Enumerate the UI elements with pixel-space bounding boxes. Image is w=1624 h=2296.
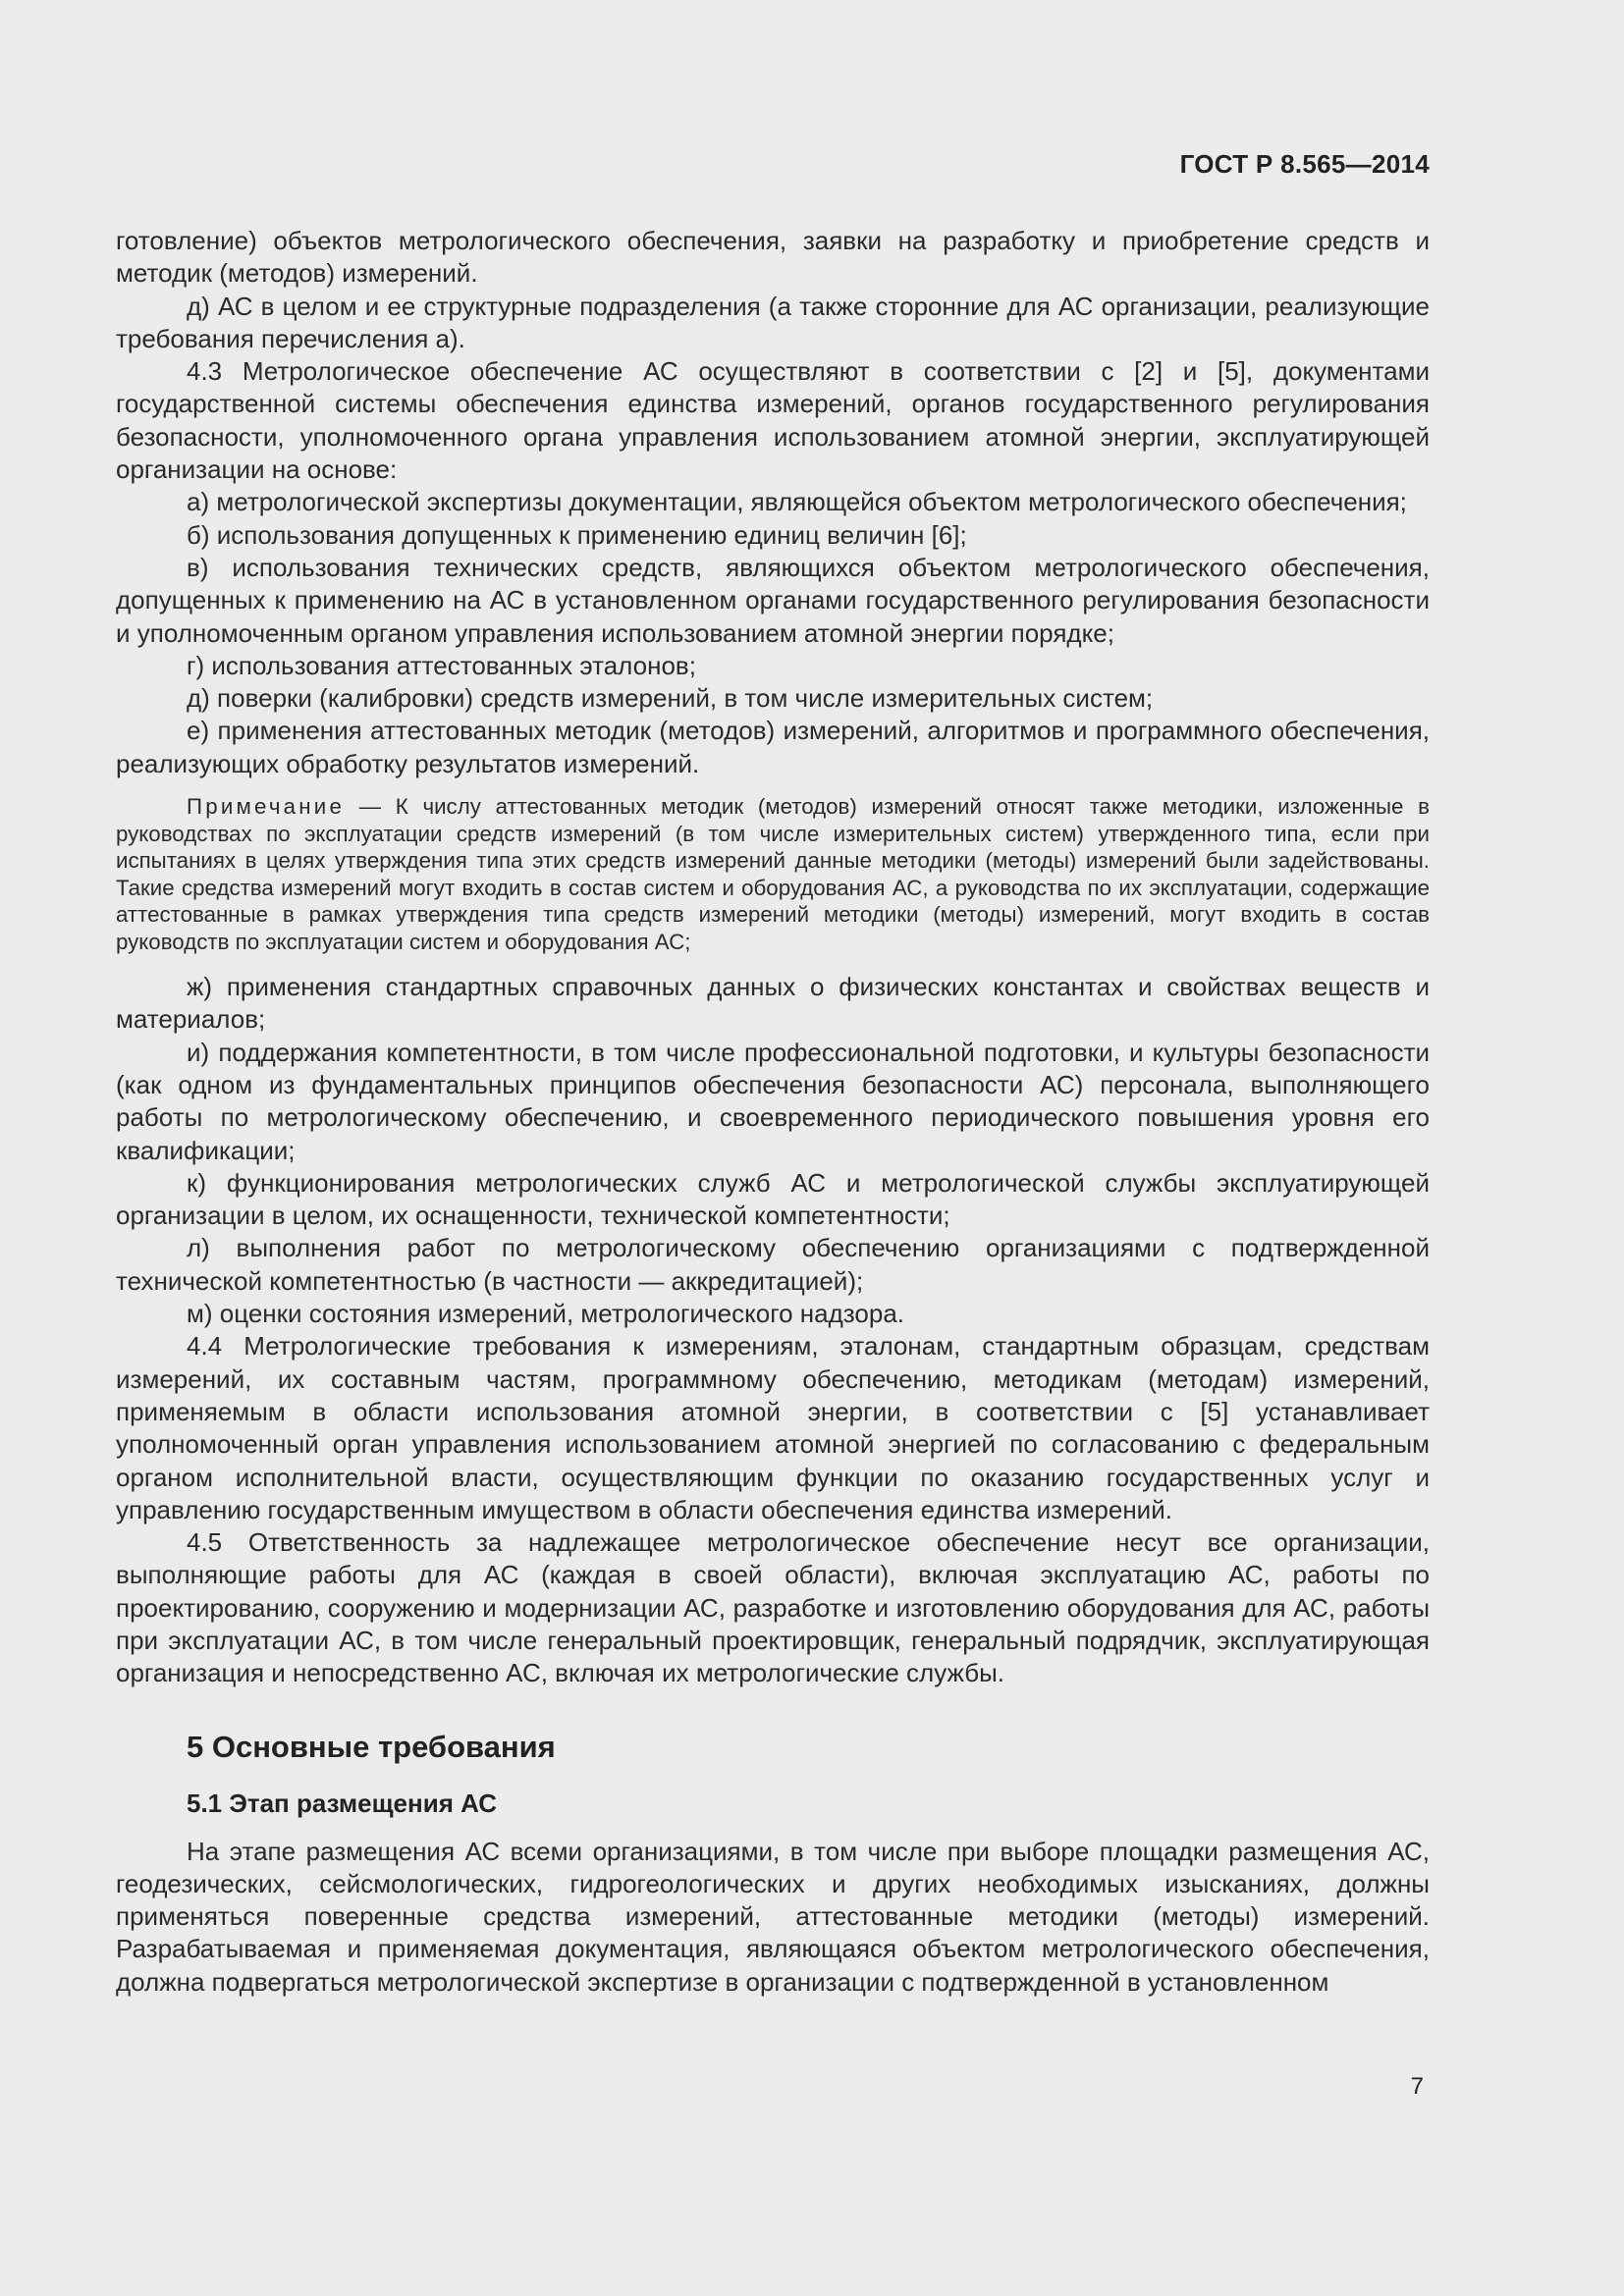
page-number: 7	[1410, 2073, 1424, 2100]
body-paragraph: ж) применения стандартных справочных данных о физических константах и свойствах веществ и материалов;	[116, 972, 1430, 1035]
body-paragraph: готовление) объектов метрологического обеспечения, заявки на разработку и приобретение средств и методик (методов) измерений.	[116, 226, 1430, 289]
body-paragraph: 4.3 Метрологическое обеспечение АС осуществляют в соответствии с [2] и [5], документами государственной системы обеспечения единства измерений, органов государственного регулирования безопасности, уполномоченного органа управления использованием атомной энергии, эксплуатирующей организации на основе:	[116, 356, 1430, 485]
body-paragraph: д) АС в целом и ее структурные подразделения (а также сторонние для АС организации, реализующие требования перечисления а).	[116, 291, 1430, 353]
section-paragraph: На этапе размещения АС всеми организациями, в том числе при выборе площадки размещения АС, геодезических, сейсмологических, гидрогеологических и других необходимых изысканиях, должны применяться поверенные средства измерений, аттестованные методики (методы) измерений. Разрабатываемая и применяемая документация, являющаяся объектом метрологического обеспечения, должна подвергаться метрологической экспертизе в организации с подтвержденной в установленном	[116, 1836, 1430, 1997]
body-paragraph: е) применения аттестованных методик (методов) измерений, алгоритмов и программного обеспечения, реализующих обработку результатов измерений.	[116, 716, 1430, 778]
document-body	[116, 225, 1430, 1999]
body-paragraph: 4.5 Ответственность за надлежащее метрологическое обеспечение несут все организации, выполняющие работы для АС (каждая в своей области), включая эксплуатацию АС, работы по проектированию, сооружению и модернизации АС, разработке и изготовлению оборудования для АС, работы при эксплуатации АС, в том числе генеральный проектировщик, генеральный подрядчик, эксплуатирующая организация и непосредственно АС, включая их метрологические службы.	[116, 1527, 1430, 1688]
subsection-heading: 5.1 Этап размещения АС	[187, 1788, 497, 1818]
body-paragraph: б) использования допущенных к применению единиц величин [6];	[187, 519, 967, 550]
body-paragraph: л) выполнения работ по метрологическому обеспечению организациями с подтвержденной технической компетентностью (в частности — аккредитацией);	[116, 1233, 1430, 1296]
note-paragraph	[116, 793, 1430, 955]
body-paragraph: г) использования аттестованных эталонов;	[187, 650, 696, 680]
document-page	[116, 0, 1430, 2296]
body-paragraph: и) поддержания компетентности, в том числе профессиональной подготовки, и культуры безопасности (как одном из фундаментальных принципов обеспечения безопасности АС) персонала, выполняющего работы по метрологическому обеспечению, и своевременного периодического повышения уровня его квалификации;	[116, 1037, 1430, 1165]
note-label: Примечание	[187, 794, 346, 820]
note-text: — К числу аттестованных методик (методов) измерений относят также методики, изложенные в руководствах по эксплуатации средств измерений (в том числе измерительных систем) утвержденного типа, если при испытаниях в целях утверждения типа этих средств измерений данные методики (методы) измерений были задействованы. Такие средства измерений могут входить в состав систем и оборудования АС, а руководства по их эксплуатации, содержащие аттестованные в рамках утверждения типа средств измерений методики (методы) измерений, могут входить в состав руководств по эксплуатации систем и оборудования АС;	[116, 794, 1430, 954]
paragraph-group-middle	[116, 971, 1430, 1690]
paragraph-group-top	[116, 225, 1430, 780]
body-paragraph: к) функционирования метрологических служб АС и метрологической службы эксплуатирующей организации в целом, их оснащенности, технической компетентности;	[116, 1167, 1430, 1231]
section-heading: 5 Основные требования	[187, 1729, 556, 1764]
body-paragraph: а) метрологической экспертизы документации, являющейся объектом метрологического обеспечения;	[187, 487, 1407, 517]
body-paragraph: м) оценки состояния измерений, метрологического надзора.	[187, 1299, 905, 1329]
body-paragraph: 4.4 Метрологические требования к измерениям, эталонам, стандартным образцам, средствам измерений, их составным частям, программному обеспечению, методикам (методам) измерений, применяемым в области использования атомной энергии, в соответствии с [5] устанавливает уполномоченный орган управления использованием атомной энергией по согласованию с федеральным органом исполнительной власти, осуществляющим функции по оказанию государственных услуг и управлению государственным имуществом в области обеспечения единства измерений.	[116, 1331, 1430, 1524]
body-paragraph: д) поверки (калибровки) средств измерений, в том числе измерительных систем;	[187, 683, 1154, 714]
document-header-id: ГОСТ Р 8.565—2014	[1179, 149, 1430, 179]
body-paragraph: в) использования технических средств, являющихся объектом метрологического обеспечения, допущенных к применению на АС в установленном органами государственного регулирования безопасности и уполномоченным органом управления использованием атомной энергии порядке;	[116, 552, 1430, 648]
